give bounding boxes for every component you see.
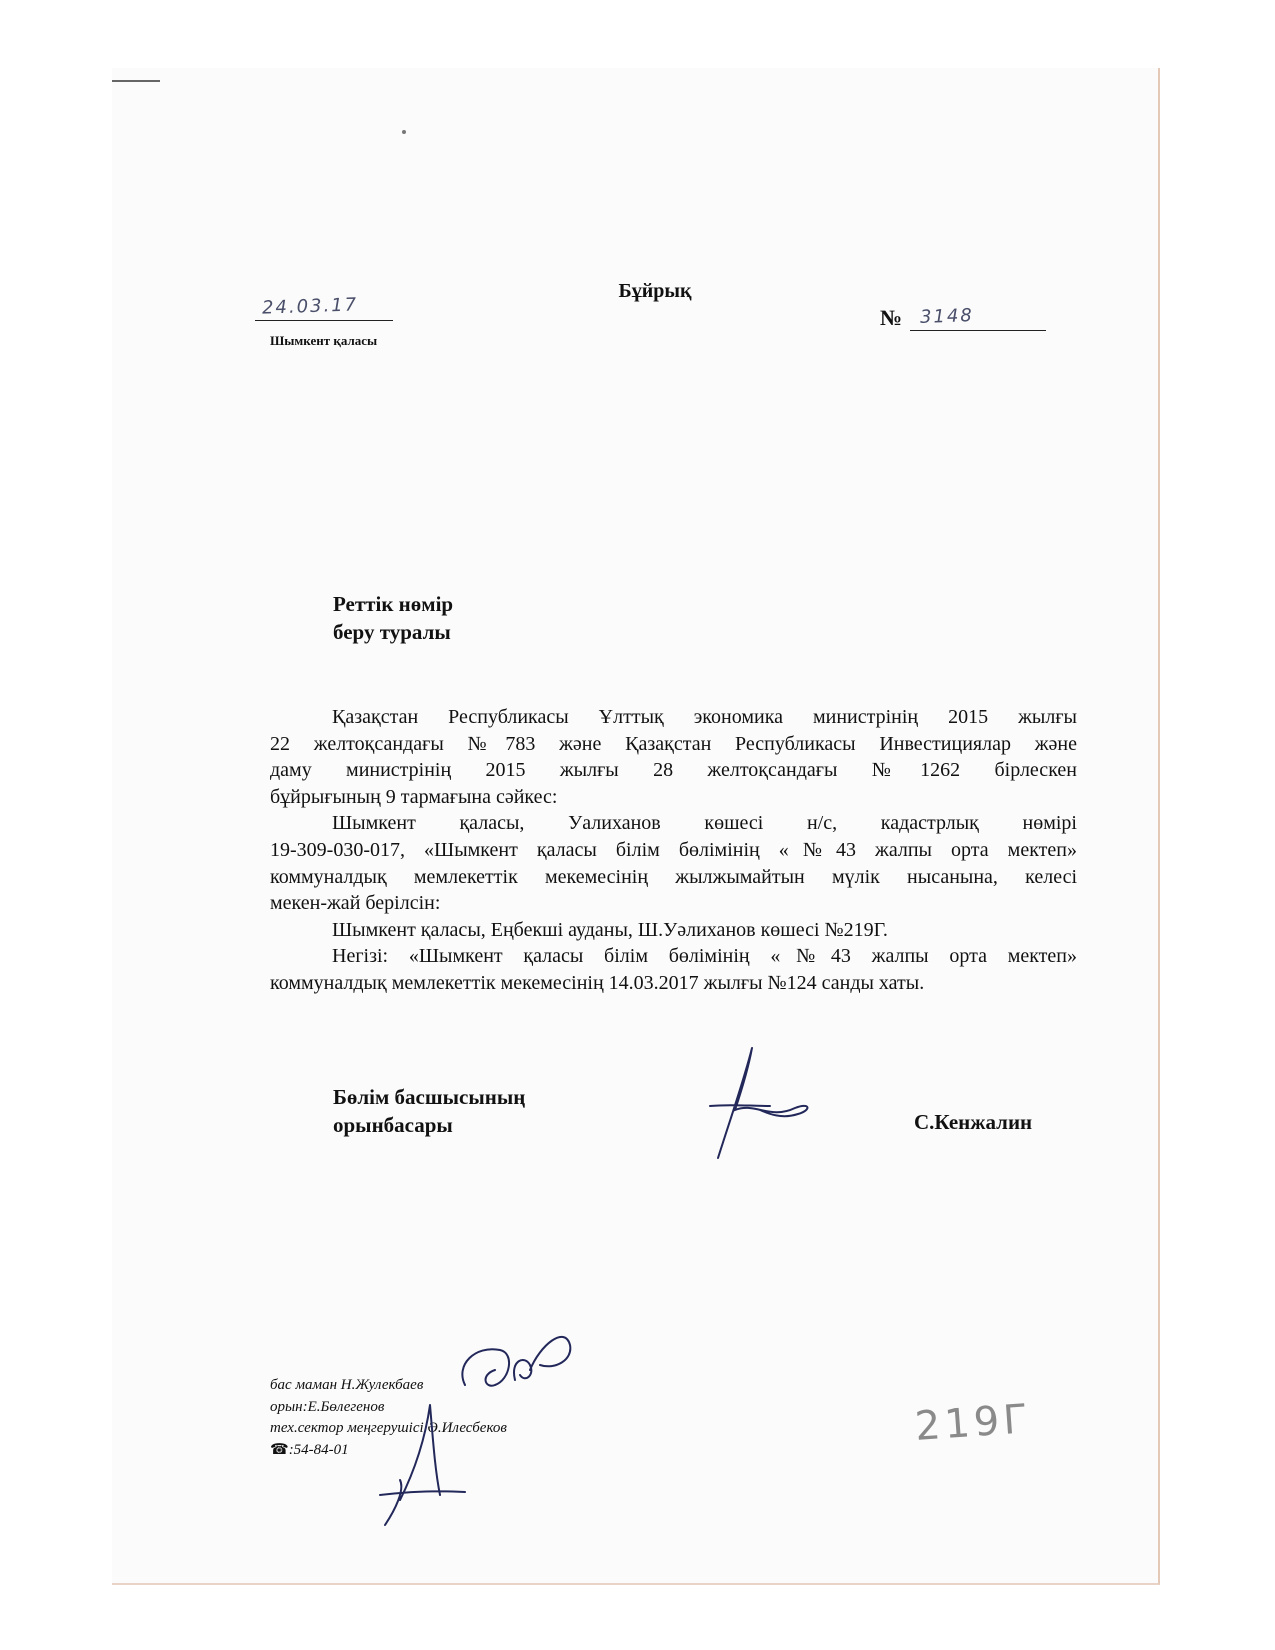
handwritten-annotation: 219Г bbox=[913, 1395, 1034, 1451]
subject-line-1: Реттік нөмір bbox=[333, 592, 454, 616]
contact-line-1: бас маман Н.Жулекбаев bbox=[270, 1377, 424, 1393]
initials-signature bbox=[455, 1325, 585, 1405]
document-title: Бұйрық bbox=[618, 280, 692, 302]
paragraph-3: Шымкент қаласы, Еңбекші ауданы, Ш.Уәлиханов көшесі №219Г. bbox=[332, 918, 888, 941]
contact-line-3: тех.сектор меңгерушісі Ә.Илесбеков bbox=[270, 1420, 507, 1436]
paragraph-2-line-4: мекен-жай берілсін: bbox=[270, 892, 441, 915]
paragraph-2-line-2: 19-309-030-017, «Шымкент қаласы білім бөлімінің «№43 жалпы орта мектеп» bbox=[270, 838, 1077, 861]
signatory-title-line-1: Бөлім басшысының bbox=[333, 1085, 526, 1109]
telephone-icon: ☎ bbox=[270, 1441, 289, 1458]
phone-number: :54-84-01 bbox=[288, 1441, 349, 1458]
paragraph-1-line-2: 22 желтоқсандағы №783 және Қазақстан Республикасы Инвестициялар және bbox=[270, 732, 1077, 755]
paragraph-1-line-3: даму министрінің 2015 жылғы 28 желтоқсандағы №1262 бірлескен bbox=[270, 759, 1077, 782]
paragraph-4-line-1: Негізі: «Шымкент қаласы білім бөлімінің «№43 жалпы орта мектеп» bbox=[332, 945, 1077, 968]
signatory-name: С.Кенжалин bbox=[914, 1110, 1033, 1134]
paragraph-1-line-1: Қазақстан Республикасы Ұлттық экономика министрінің 2015 жылғы bbox=[332, 706, 1077, 728]
order-body bbox=[270, 704, 1077, 997]
date-underline bbox=[255, 320, 393, 321]
scan-dot bbox=[402, 130, 406, 134]
city-label: Шымкент қаласы bbox=[270, 333, 378, 348]
paragraph-2-line-3: коммуналдық мемлекеттік мекемесінің жылжымайтын мүлік нысанына, келесі bbox=[270, 865, 1077, 888]
visa-signature bbox=[375, 1400, 475, 1530]
number-underline bbox=[910, 330, 1046, 331]
paragraph-2-line-1: Шымкент қаласы, Уалиханов көшесі н/с, кадастрлық нөмірі bbox=[332, 812, 1077, 835]
contact-line-2: орын:Е.Бөлегенов bbox=[270, 1398, 385, 1415]
scan-mark bbox=[112, 80, 160, 82]
subject-line-2: беру туралы bbox=[333, 620, 451, 644]
handwritten-number: 3148 bbox=[919, 305, 975, 328]
order-subject bbox=[333, 590, 453, 646]
handwritten-signature bbox=[700, 1040, 840, 1170]
paragraph-4-line-2: коммуналдық мемлекеттік мекемесінің 14.03.2017 жылғы №124 санды хаты. bbox=[270, 971, 925, 994]
signatory-title-line-2: орынбасары bbox=[333, 1113, 453, 1137]
paragraph-1-line-4: бұйрығының 9 тармағына сәйкес: bbox=[270, 785, 558, 808]
number-sign: № bbox=[880, 305, 903, 330]
signatory-title bbox=[333, 1083, 525, 1139]
handwritten-date: 24.03.17 bbox=[261, 294, 359, 319]
